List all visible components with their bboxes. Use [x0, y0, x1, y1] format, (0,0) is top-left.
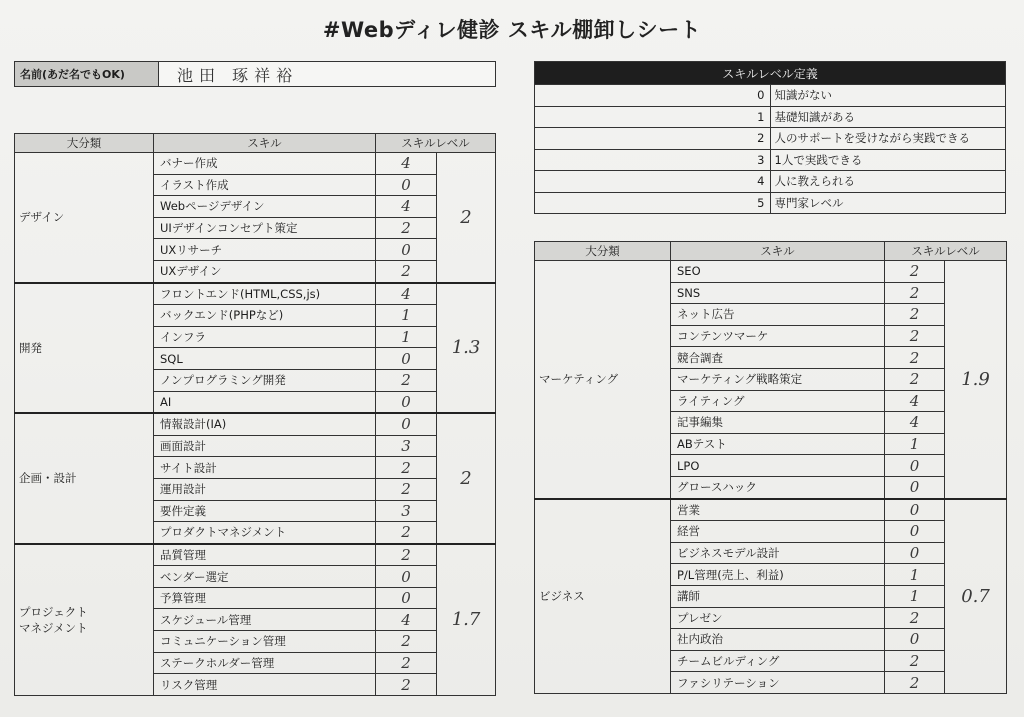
skills-table-right	[534, 241, 1007, 694]
header-skill: スキル	[671, 242, 885, 261]
level-cell[interactable]: 0	[885, 476, 945, 498]
level-cell[interactable]: 2	[376, 217, 437, 239]
skill-cell: グロースハック	[671, 476, 885, 498]
level-cell[interactable]: 2	[885, 368, 945, 390]
category-cell: マーケティング	[535, 261, 671, 499]
skill-cell: 画面設計	[154, 435, 376, 457]
skill-cell: ネット広告	[671, 304, 885, 326]
skill-cell: フロントエンド(HTML,CSS,js)	[154, 283, 376, 305]
skill-cell: ファシリテーション	[671, 672, 885, 694]
skill-cell: SNS	[671, 282, 885, 304]
level-cell[interactable]: 1	[885, 564, 945, 586]
table-row	[535, 261, 1007, 283]
level-cell[interactable]: 0	[885, 629, 945, 651]
level-cell[interactable]: 2	[376, 260, 437, 282]
level-cell[interactable]: 2	[376, 478, 437, 500]
skill-cell: Webページデザイン	[154, 196, 376, 218]
level-cell[interactable]: 1	[376, 326, 437, 348]
skill-cell: スケジュール管理	[154, 609, 376, 631]
skill-cell: 要件定義	[154, 500, 376, 522]
level-cell[interactable]: 0	[376, 587, 437, 609]
level-cell[interactable]: 0	[885, 542, 945, 564]
header-level: スキルレベル	[885, 242, 1007, 261]
level-cell[interactable]: 2	[885, 261, 945, 283]
level-cell[interactable]: 1	[376, 305, 437, 327]
skill-cell: マーケティング戦略策定	[671, 368, 885, 390]
definition-level-number: 0	[535, 85, 771, 107]
skill-cell: ビジネスモデル設計	[671, 542, 885, 564]
skill-cell: 運用設計	[154, 478, 376, 500]
skill-cell: コンテンツマーケ	[671, 325, 885, 347]
skills-table-left	[14, 133, 496, 696]
definition-header: スキルレベル定義	[535, 62, 1006, 85]
level-cell[interactable]: 0	[376, 239, 437, 261]
level-cell[interactable]: 1	[885, 585, 945, 607]
header-category: 大分類	[535, 242, 671, 261]
skill-cell: バックエンド(PHPなど)	[154, 305, 376, 327]
skill-cell: プロダクトマネジメント	[154, 522, 376, 544]
definition-row	[535, 128, 1006, 150]
category-average-cell[interactable]: 2	[437, 413, 496, 544]
definition-row	[535, 171, 1006, 193]
level-cell[interactable]: 2	[376, 457, 437, 479]
header-category: 大分類	[15, 134, 154, 153]
table-row	[15, 544, 496, 566]
level-cell[interactable]: 2	[376, 652, 437, 674]
skill-cell: コミュニケーション管理	[154, 631, 376, 653]
skill-cell: UXデザイン	[154, 260, 376, 282]
category-cell: デザイン	[15, 153, 154, 283]
level-cell[interactable]: 4	[376, 153, 437, 175]
definition-level-number: 2	[535, 128, 771, 150]
level-cell[interactable]: 2	[885, 325, 945, 347]
skill-cell: 競合調査	[671, 347, 885, 369]
skill-cell: バナー作成	[154, 153, 376, 175]
skill-cell: ライティング	[671, 390, 885, 412]
skill-cell: LPO	[671, 455, 885, 477]
skill-cell: AI	[154, 391, 376, 413]
skill-cell: インフラ	[154, 326, 376, 348]
skill-cell: 講師	[671, 585, 885, 607]
table-row	[535, 499, 1007, 521]
level-cell[interactable]: 2	[885, 607, 945, 629]
category-cell: プロジェクト マネジメント	[15, 544, 154, 696]
definition-row	[535, 106, 1006, 128]
level-cell[interactable]: 2	[376, 522, 437, 544]
skill-cell: 情報設計(IA)	[154, 413, 376, 435]
name-label: 名前(あだ名でもOK)	[15, 62, 159, 86]
level-cell[interactable]: 2	[376, 369, 437, 391]
skill-cell: ベンダー選定	[154, 566, 376, 588]
level-cell[interactable]: 0	[885, 521, 945, 543]
definition-level-text: 専門家レベル	[770, 192, 1006, 214]
level-cell[interactable]: 2	[885, 650, 945, 672]
definition-level-number: 4	[535, 171, 771, 193]
level-cell[interactable]: 4	[885, 412, 945, 434]
table-header	[15, 134, 496, 153]
skill-cell: リスク管理	[154, 674, 376, 696]
table-header	[535, 242, 1007, 261]
level-cell[interactable]: 2	[376, 544, 437, 566]
definition-row	[535, 85, 1006, 107]
skill-cell: 経営	[671, 521, 885, 543]
header-level: スキルレベル	[376, 134, 496, 153]
skill-cell: ノンプログラミング開発	[154, 369, 376, 391]
level-cell[interactable]: 0	[376, 391, 437, 413]
skill-cell: 品質管理	[154, 544, 376, 566]
skill-cell: SEO	[671, 261, 885, 283]
definition-level-text: 1人で実践できる	[770, 149, 1006, 171]
skill-cell: 予算管理	[154, 587, 376, 609]
skill-cell: UXリサーチ	[154, 239, 376, 261]
skill-cell: 社内政治	[671, 629, 885, 651]
level-definition-table	[534, 61, 1006, 214]
level-cell[interactable]: 0	[376, 566, 437, 588]
level-cell[interactable]: 0	[376, 348, 437, 370]
level-cell[interactable]: 4	[885, 390, 945, 412]
name-row	[14, 61, 496, 87]
category-average-cell[interactable]: 0.7	[945, 499, 1007, 694]
skill-cell: プレゼン	[671, 607, 885, 629]
level-cell[interactable]: 2	[376, 631, 437, 653]
skill-cell: イラスト作成	[154, 174, 376, 196]
skill-cell: ABテスト	[671, 433, 885, 455]
skill-cell: P/L管理(売上、利益)	[671, 564, 885, 586]
category-average-cell[interactable]: 1.7	[437, 544, 496, 696]
skill-cell: チームビルディング	[671, 650, 885, 672]
category-average-cell[interactable]: 1.3	[437, 283, 496, 414]
definition-level-text: 知識がない	[770, 85, 1006, 107]
level-cell[interactable]: 0	[885, 455, 945, 477]
category-cell: 開発	[15, 283, 154, 414]
skill-cell: ステークホルダー管理	[154, 652, 376, 674]
level-cell[interactable]: 2	[885, 672, 945, 694]
sheet-title: #Webディレ健診 スキル棚卸しシート	[322, 18, 702, 42]
definition-row	[535, 149, 1006, 171]
level-cell[interactable]: 4	[376, 196, 437, 218]
skill-cell: SQL	[154, 348, 376, 370]
name-field[interactable]: 池田 琢祥裕	[177, 65, 299, 85]
level-cell[interactable]: 1	[885, 433, 945, 455]
definition-level-number: 3	[535, 149, 771, 171]
level-cell[interactable]: 3	[376, 500, 437, 522]
level-cell[interactable]: 4	[376, 283, 437, 305]
definition-level-text: 人のサポートを受けながら実践できる	[770, 128, 1006, 150]
table-row	[15, 283, 496, 305]
category-cell: ビジネス	[535, 499, 671, 694]
level-cell[interactable]: 2	[885, 347, 945, 369]
skill-cell: サイト設計	[154, 457, 376, 479]
skill-cell: UIデザインコンセプト策定	[154, 217, 376, 239]
level-cell[interactable]: 3	[376, 435, 437, 457]
level-cell[interactable]: 2	[885, 282, 945, 304]
category-average-cell[interactable]: 2	[437, 153, 496, 283]
header-skill: スキル	[154, 134, 376, 153]
category-average-cell[interactable]: 1.9	[945, 261, 1007, 499]
definition-level-text: 基礎知識がある	[770, 106, 1006, 128]
level-cell[interactable]: 0	[376, 413, 437, 435]
table-row	[15, 413, 496, 435]
table-row	[15, 153, 496, 175]
level-cell[interactable]: 2	[376, 674, 437, 696]
level-cell[interactable]: 4	[376, 609, 437, 631]
skill-cell: 記事編集	[671, 412, 885, 434]
level-cell[interactable]: 0	[885, 499, 945, 521]
skill-cell: 営業	[671, 499, 885, 521]
category-cell: 企画・設計	[15, 413, 154, 544]
definition-row	[535, 192, 1006, 214]
level-cell[interactable]: 2	[885, 304, 945, 326]
definition-level-number: 1	[535, 106, 771, 128]
level-cell[interactable]: 0	[376, 174, 437, 196]
definition-level-text: 人に教えられる	[770, 171, 1006, 193]
definition-level-number: 5	[535, 192, 771, 214]
